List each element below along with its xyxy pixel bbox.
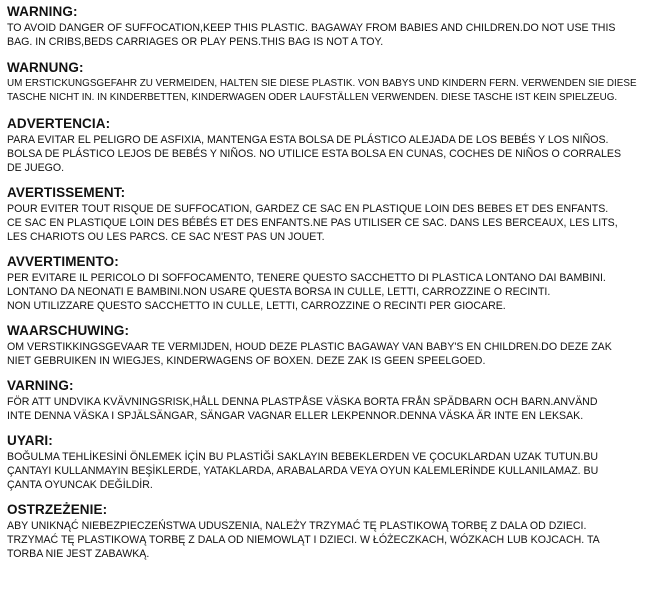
body-turkish: [7, 450, 645, 492]
heading-polish: OSTRZEŻENIE:: [7, 502, 108, 517]
text-line: ABY UNIKNĄĆ NIEBEZPIECZEŃSTWA UDUSZENIA, NALEŻY TRZYMAĆ TĘ PLASTIKOWĄ TORBĘ Z DALA OD DZIECI.: [7, 520, 587, 532]
text-line: UM ERSTICKUNGSGEFAHR ZU VERMEIDEN, HALTEN SIE DIESE PLASTIK. VON BABYS UND KINDERN FERN. VERWENDEN SIE DIESE: [7, 78, 637, 89]
body-italian: [7, 271, 645, 313]
body-dutch: [7, 340, 645, 368]
heading-swedish: VARNING:: [7, 378, 74, 393]
text-line: FÖR ATT UNDVIKA KVÄVNINGSRISK,HÅLL DENNA PLASTPÅSE VÄSKA BORTA FRÅN SPÄDBARN OCH BARN.ANVÄND: [7, 396, 598, 408]
text-line: BOLSA DE PLÁSTICO LEJOS DE BEBÉS Y NIÑOS. NO UTILICE ESTA BOLSA EN CUNAS, COCHES DE NIÑOS O CORRALES: [7, 148, 622, 160]
text-line: PARA EVITAR EL PELIGRO DE ASFIXIA, MANTENGA ESTA BOLSA DE PLÁSTICO ALEJADA DE LOS BEBÉS Y LOS NIÑOS.: [7, 134, 609, 146]
body-spanish: [7, 133, 645, 175]
heading-spanish: ADVERTENCIA:: [7, 116, 111, 131]
text-line: BOĞULMA TEHLİKESİNİ ÖNLEMEK İÇİN BU PLASTİĞİ SAKLAYIN BEBEKLERDEN VE ÇOCUKLARDAN UZAK TUTUN.BU: [7, 451, 599, 463]
text-line: DE JUEGO.: [7, 162, 65, 174]
text-line: TRZYMAĆ TĘ PLASTIKOWĄ TORBĘ Z DALA OD NIEMOWLĄT I DZIECI. W ŁÓŻECZKACH, WÓZKACH LUB KOJCACH. TA: [7, 534, 600, 546]
text-line: ÇANTA OYUNCAK DEĞİLDİR.: [7, 479, 153, 491]
text-line: TO AVOID DANGER OF SUFFOCATION,KEEP THIS PLASTIC. BAGAWAY FROM BABIES AND CHILDREN.DO NOT USE THIS: [7, 22, 616, 34]
text-line: INTE DENNA VÄSKA I SPJÄLSÄNGAR, SÄNGAR VAGNAR ELLER LEKPENNOR.DENNA VÄSKA ÄR INTE EN LEKSAK.: [7, 410, 584, 422]
text-line: POUR EVITER TOUT RISQUE DE SUFFOCATION, GARDEZ CE SAC EN PLASTIQUE LOIN DES BEBES ET DES ENFANTS.: [7, 203, 609, 215]
text-line: LONTANO DA NEONATI E BAMBINI.NON USARE QUESTA BORSA IN CULLE, LETTI, CARROZZINE O RECINTI.: [7, 286, 551, 298]
body-polish: [7, 519, 645, 561]
text-line: LES CHARIOTS OU LES PARCS. CE SAC N'EST PAS UN JOUET.: [7, 231, 325, 243]
heading-english: WARNING:: [7, 4, 78, 19]
section-swedish: [7, 378, 645, 423]
heading-turkish: UYARI:: [7, 433, 53, 448]
text-line: OM VERSTIKKINGSGEVAAR TE VERMIJDEN, HOUD DEZE PLASTIC BAGAWAY VAN BABY'S EN CHILDREN.DO DEZE ZAK: [7, 341, 612, 353]
text-line: BAG. IN CRIBS,BEDS CARRIAGES OR PLAY PENS.THIS BAG IS NOT A TOY.: [7, 36, 384, 48]
body-german: [7, 77, 645, 105]
text-line: CE SAC EN PLASTIQUE LOIN DES BÉBÉS ET DES ENFANTS.NE PAS UTILISER CE SAC. DANS LES BERCEAUX, LES LITS,: [7, 217, 618, 229]
text-line: PER EVITARE IL PERICOLO DI SOFFOCAMENTO, TENERE QUESTO SACCHETTO DI PLASTICA LONTANO DAI BAMBINI.: [7, 272, 606, 284]
section-dutch: [7, 323, 645, 368]
body-french: [7, 202, 645, 244]
section-italian: [7, 254, 645, 313]
heading-french: AVERTISSEMENT:: [7, 185, 126, 200]
text-line: NON UTILIZZARE QUESTO SACCHETTO IN CULLE, LETTI, CARROZZINE O RECINTI PER GIOCARE.: [7, 300, 506, 312]
text-line: TASCHE NICHT IN. IN KINDERBETTEN, KINDERWAGEN ODER LAUFSTÄLLEN VERWENDEN. DIESE TASCHE IST KEIN SPIELZEUG.: [7, 92, 618, 103]
text-line: TORBA NIE JEST ZABAWKĄ.: [7, 548, 150, 560]
text-line: NIET GEBRUIKEN IN WIEGJES, KINDERWAGENS OF BOXEN. DEZE ZAK IS GEEN SPEELGOED.: [7, 355, 486, 367]
heading-german: WARNUNG:: [7, 60, 84, 75]
section-spanish: [7, 116, 645, 175]
body-english: [7, 21, 645, 49]
heading-italian: AVVERTIMENTO:: [7, 254, 119, 269]
heading-dutch: WAARSCHUWING:: [7, 323, 130, 338]
section-english: [7, 4, 645, 49]
text-line: ÇANTAYI KULLANMAYIN BEŞİKLERDE, YATAKLARDA, ARABALARDA VEYA OYUN KALEMLERİNDE KULLANILAMAZ. BU: [7, 465, 599, 477]
body-swedish: [7, 395, 645, 423]
section-french: [7, 185, 645, 244]
section-turkish: [7, 433, 645, 492]
section-german: [7, 60, 645, 105]
section-polish: [7, 502, 645, 561]
